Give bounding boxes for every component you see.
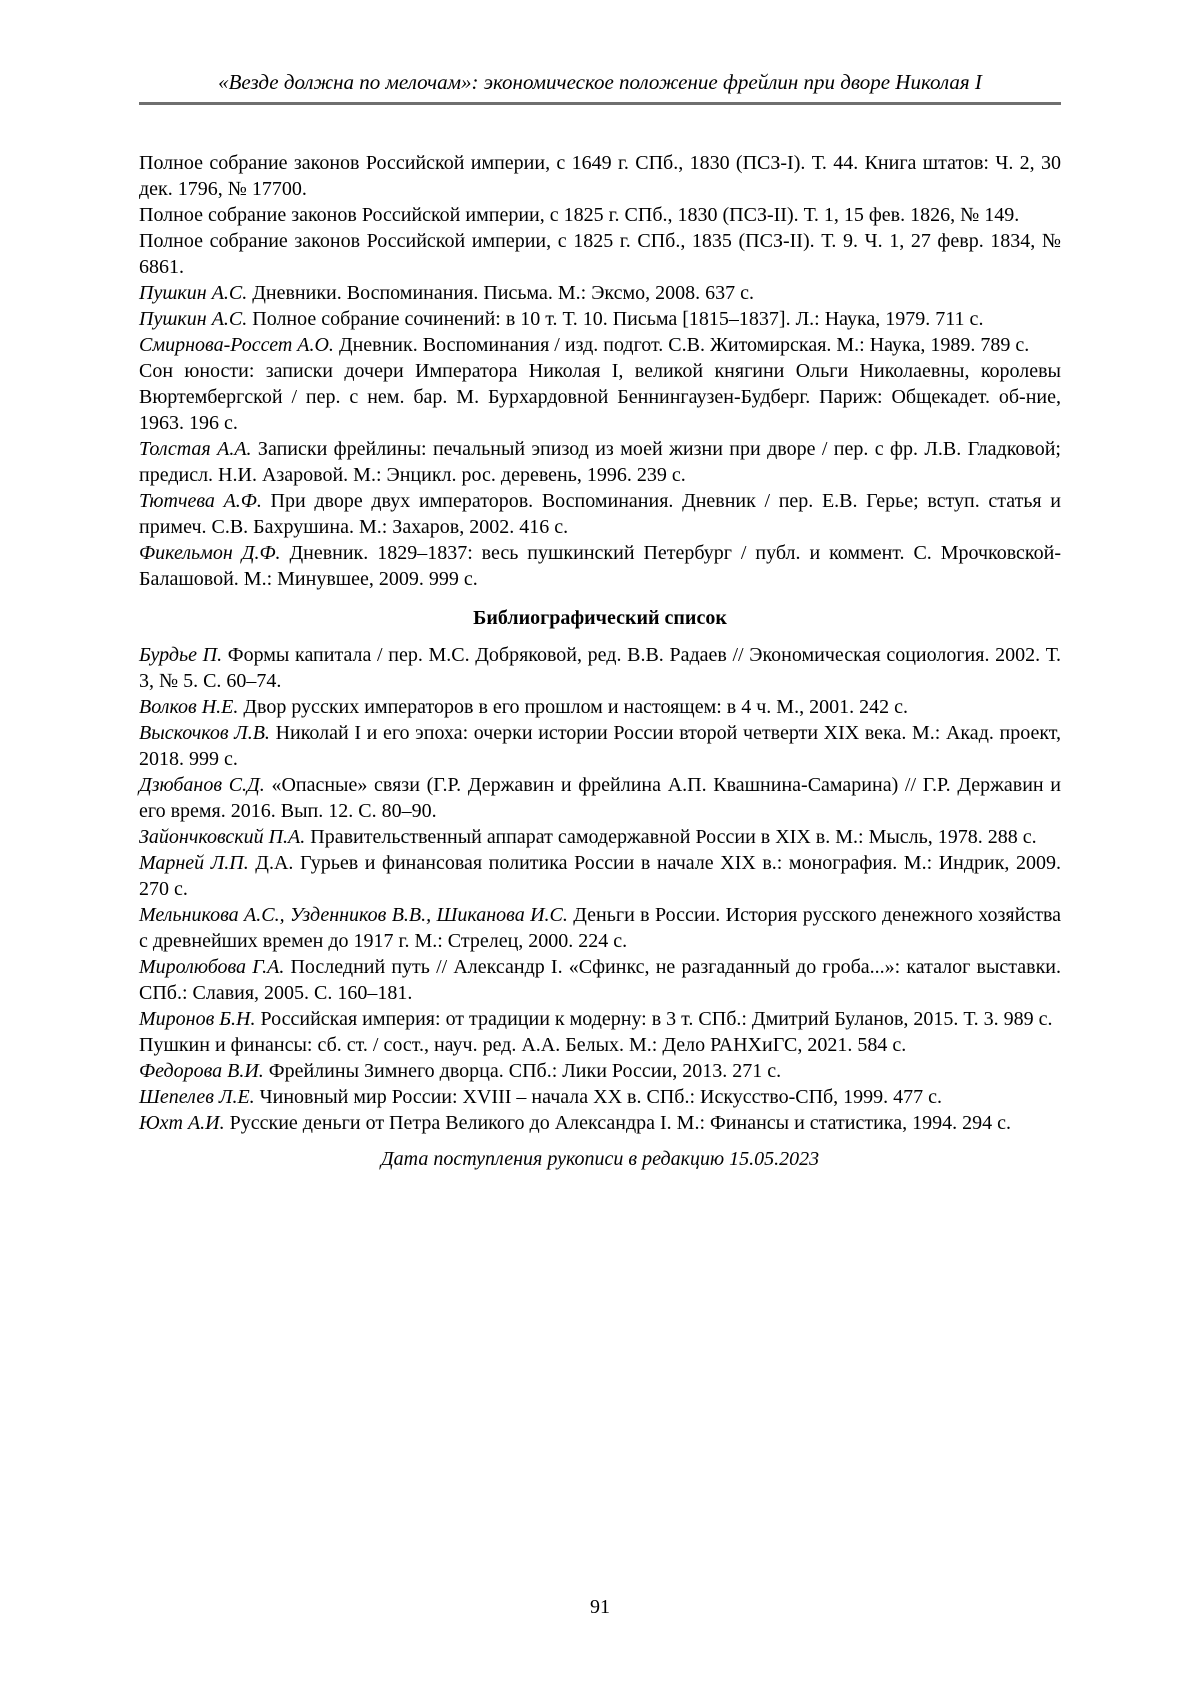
entry-author: Тютчева А.Ф.: [139, 490, 262, 512]
reference-entry: [139, 954, 1061, 1006]
reference-entry: [139, 772, 1061, 824]
reference-entry: [139, 332, 1061, 358]
reference-entry: [139, 540, 1061, 592]
entry-author: Федорова В.И.: [139, 1060, 264, 1082]
sources-list: [139, 150, 1061, 592]
entry-author: Зайончковский П.А.: [139, 826, 306, 848]
entry-text: Николай I и его эпоха: очерки истории России второй четверти XIX века. М.: Акад. проект, 2018. 999 с.: [139, 722, 1062, 770]
entry-author: Марней Л.П.: [139, 852, 249, 874]
reference-entry: [139, 1032, 1061, 1058]
entry-author: Волков Н.Е.: [139, 696, 239, 718]
entry-text: Полное собрание законов Российской империи, с 1825 г. СПб., 1835 (ПСЗ-II). Т. 9. Ч. 1, 27 февр. 1834, № 6861.: [139, 230, 1061, 278]
entry-author: Миролюбова Г.А.: [139, 956, 285, 978]
reference-entry: [139, 150, 1061, 202]
page-content: [139, 0, 1061, 1172]
entry-text: «Опасные» связи (Г.Р. Державин и фрейлина А.П. Квашнина-Самарина) // Г.Р. Державин и его время. 2016. Вып. 12. С. 80–90.: [139, 774, 1062, 822]
reference-entry: [139, 280, 1061, 306]
reference-entry: [139, 694, 1061, 720]
reference-entry: [139, 488, 1061, 540]
entry-text: Полное собрание законов Российской империи, с 1649 г. СПб., 1830 (ПСЗ-I). Т. 44. Книга штатов: Ч. 2, 30 дек. 1796, № 17700.: [139, 152, 1061, 200]
reference-entry: [139, 642, 1061, 694]
entry-text: При дворе двух императоров. Воспоминания. Дневник / пер. Е.В. Герье; вступ. статья и примеч. С.В. Бахрушина. М.: Захаров, 2002. 416 с.: [139, 490, 1061, 538]
entry-text: Формы капитала / пер. М.С. Добряковой, ред. В.В. Радаев // Экономическая социология. 2002. Т. 3, № 5. С. 60–74.: [139, 644, 1061, 692]
entry-author: Пушкин А.С.: [139, 308, 248, 330]
entry-author: Миронов Б.Н.: [139, 1008, 256, 1030]
entry-text: Последний путь // Александр I. «Сфинкс, не разгаданный до гроба...»: каталог выставки. СПб.: Славия, 2005. С. 160–181.: [139, 956, 1062, 1004]
entry-author: Юхт А.И.: [139, 1112, 225, 1134]
entry-text: Российская империя: от традиции к модерну: в 3 т. СПб.: Дмитрий Буланов, 2015. Т. 3. 989 с.: [255, 1008, 1053, 1030]
reference-entry: [139, 1058, 1061, 1084]
reference-entry: [139, 1006, 1061, 1032]
reference-entry: [139, 902, 1061, 954]
entry-author: Мельникова А.С., Узденников В.В., Шиканова И.С.: [139, 904, 568, 926]
entry-text: Д.А. Гурьев и финансовая политика России в начале XIX в.: монография. М.: Индрик, 2009. 270 с.: [139, 852, 1061, 900]
entry-text: Пушкин и финансы: сб. ст. / сост., науч. ред. А.А. Белых. М.: Дело РАНХиГС, 2021. 584 с.: [139, 1034, 907, 1056]
entry-author: Смирнова-Россет А.О.: [139, 334, 334, 356]
entry-text: Двор русских императоров в его прошлом и настоящем: в 4 ч. М., 2001. 242 с.: [238, 696, 908, 718]
manuscript-date-note: Дата поступления рукописи в редакцию 15.05.2023: [380, 1148, 820, 1170]
entry-text: Дневник. Воспоминания / изд. подгот. С.В. Житомирская. М.: Наука, 1989. 789 с.: [333, 334, 1030, 356]
reference-entry: [139, 720, 1061, 772]
entry-text: Дневник. 1829–1837: весь пушкинский Петербург / публ. и коммент. С. Мрочковской-Балашовой. М.: Минувшее, 2009. 999 с.: [139, 542, 1061, 590]
entry-text: Правительственный аппарат самодержавной России в XIX в. М.: Мысль, 1978. 288 с.: [305, 826, 1037, 848]
reference-entry: [139, 358, 1061, 436]
reference-entry: [139, 1084, 1061, 1110]
entry-author: Выскочков Л.В.: [139, 722, 270, 744]
reference-entry: [139, 824, 1061, 850]
reference-entry: [139, 228, 1061, 280]
entry-text: Русские деньги от Петра Великого до Александра I. М.: Финансы и статистика, 1994. 294 с.: [224, 1112, 1011, 1134]
reference-entry: [139, 850, 1061, 902]
entry-text: Чиновный мир России: XVIII – начала XX в. СПб.: Искусство-СПб, 1999. 477 с.: [254, 1086, 943, 1108]
entry-author: Шепелев Л.Е.: [139, 1086, 255, 1108]
entry-author: Фикельмон Д.Ф.: [139, 542, 281, 564]
header-rule: [139, 102, 1061, 105]
bibliography-list: [139, 642, 1061, 1136]
reference-entry: [139, 436, 1061, 488]
entry-author: Пушкин А.С.: [139, 282, 248, 304]
reference-entry: [139, 306, 1061, 332]
entry-text: Сон юности: записки дочери Императора Николая I, великой княгини Ольги Николаевны, королевы Вюртембергской / пер. с нем. бар. М. Бурхардовной Беннингаузен-Будберг. Париж: Общекадет. об-ние, 1963. 196 с.: [139, 360, 1061, 434]
entry-text: Дневники. Воспоминания. Письма. М.: Эксмо, 2008. 637 с.: [247, 282, 755, 304]
entry-author: Дзюбанов С.Д.: [139, 774, 265, 796]
entry-text: Фрейлины Зимнего дворца. СПб.: Лики России, 2013. 271 с.: [263, 1060, 782, 1082]
bibliography-section-heading: Библиографический список: [473, 607, 727, 629]
entry-text: Полное собрание законов Российской империи, с 1825 г. СПб., 1830 (ПСЗ-II). Т. 1, 15 фев. 1826, № 149.: [139, 204, 1020, 226]
entry-text: Деньги в России. История русского денежного хозяйства с древнейших времен до 1917 г. М.: Стрелец, 2000. 224 с.: [139, 904, 1062, 952]
running-header-title: «Везде должна по мелочам»: экономическое положение фрейлин при дворе Николая I: [218, 70, 982, 94]
entry-text: Полное собрание сочинений: в 10 т. Т. 10. Письма [1815–1837]. Л.: Наука, 1979. 711 с.: [247, 308, 984, 330]
page-number: 91: [590, 1596, 610, 1618]
entry-text: Записки фрейлины: печальный эпизод из моей жизни при дворе / пер. с фр. Л.В. Гладковой; предисл. Н.И. Азаровой. М.: Энцикл. рос. деревень, 1996. 239 с.: [139, 438, 1061, 486]
reference-entry: [139, 202, 1061, 228]
reference-entry: [139, 1110, 1061, 1136]
entry-author: Толстая А.А.: [139, 438, 252, 460]
entry-author: Бурдье П.: [139, 644, 223, 666]
